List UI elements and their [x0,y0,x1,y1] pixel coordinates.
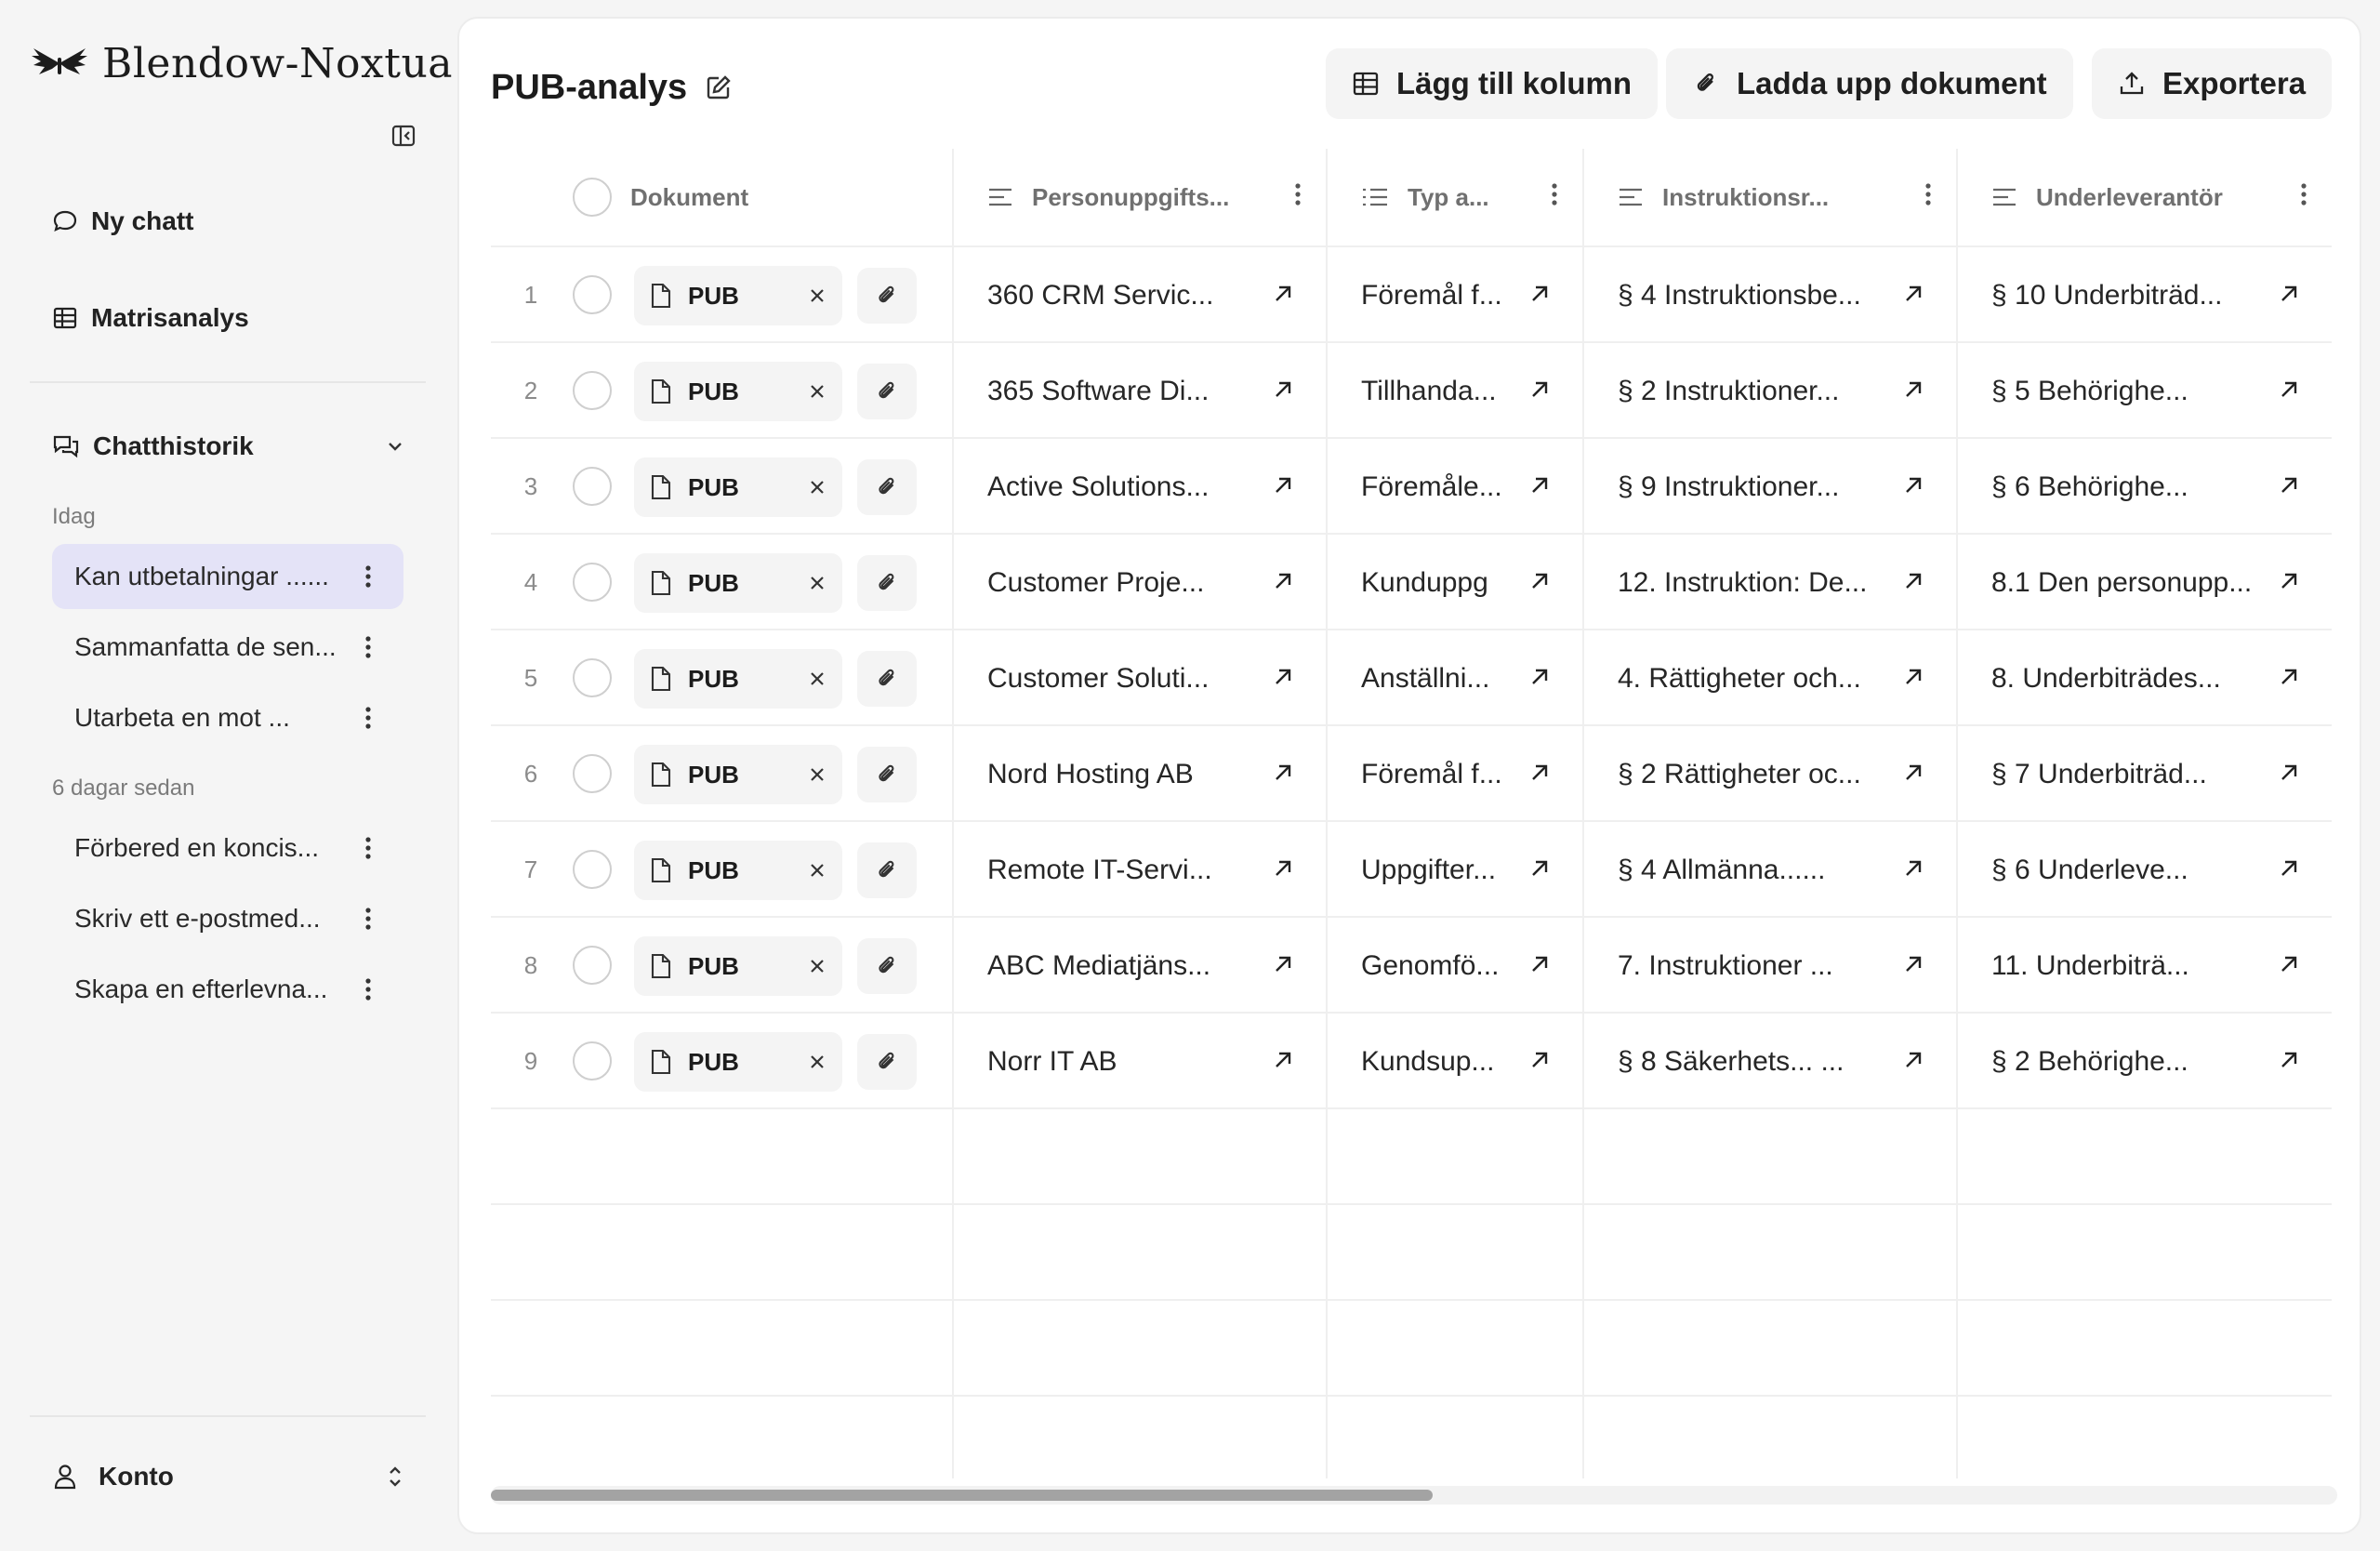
table-row [491,726,2332,822]
cell-text: Active Solutions... [987,471,1210,502]
table-row [491,343,2332,439]
more-vertical-icon[interactable] [350,558,387,595]
butterfly-logo-icon [30,45,89,82]
chat-history-item-label: Utarbeta en mot ... [74,703,290,732]
paperclip-icon [1692,70,1720,98]
arrow-up-right-icon[interactable] [2278,1049,2300,1071]
arrow-up-right-icon[interactable] [2278,570,2300,592]
chat-history-title: Chatthistorik [93,431,254,460]
chat-history-toggle[interactable] [52,426,405,467]
document-name: PUB [688,1047,739,1076]
cell-text: Uppgifter... [1361,854,1497,885]
arrow-up-right-icon[interactable] [1528,857,1551,880]
table-row [491,439,2332,535]
attach-button[interactable] [857,938,917,994]
row-checkbox[interactable] [573,850,612,889]
close-icon[interactable] [809,479,826,496]
chevron-up-down-icon [385,1464,405,1490]
history-group-label: 6 dagar sedan [52,776,195,801]
document-name: PUB [688,855,739,884]
paperclip-icon [874,283,900,309]
row-number: 4 [523,568,538,596]
nav-new-chat[interactable] [52,201,193,242]
chat-history-item[interactable] [52,615,403,680]
table-cell[interactable] [1958,918,2332,1014]
table-cell[interactable] [1328,630,1582,726]
cell-text: Customer Soluti... [987,662,1210,694]
cell-text: 365 Software Di... [987,375,1210,406]
document-name: PUB [688,281,739,310]
cell-text: Kunduppg [1361,566,1488,598]
row-checkbox[interactable] [573,946,612,985]
paperclip-icon [874,857,900,883]
account-label: Konto [99,1462,174,1491]
document-chip[interactable] [634,745,842,804]
document-chip[interactable] [634,553,842,613]
cell-text: § 10 Underbiträd... [1991,279,2223,311]
arrow-up-right-icon[interactable] [1272,953,1294,975]
attach-button[interactable] [857,842,917,898]
arrow-up-right-icon[interactable] [1902,570,1924,592]
table-cell[interactable] [1328,247,1582,343]
column-header-label: Underleverantör [2036,182,2223,211]
attach-button[interactable] [857,268,917,324]
table-cell[interactable] [1958,439,2332,535]
arrow-up-right-icon[interactable] [1902,953,1924,975]
chat-history-item-label: Skapa en efterlevna... [74,974,328,1003]
paperclip-icon [874,1049,900,1075]
table-grid-icon [52,305,78,331]
table-cell[interactable] [954,726,1326,822]
table-cell[interactable] [954,1014,1326,1109]
attach-button[interactable] [857,459,917,515]
cell-text: § 5 Behörighe... [1991,375,2188,406]
table-row [491,247,2332,343]
table-cell[interactable] [954,439,1326,535]
brand-logo[interactable] [30,35,453,91]
cell-text: Customer Proje... [987,566,1205,598]
chat-history-item[interactable] [52,544,403,609]
document-name: PUB [688,951,739,980]
table-cell[interactable] [1584,918,1956,1014]
document-chip[interactable] [634,362,842,421]
table-cell[interactable] [1584,439,1956,535]
table-row [491,822,2332,918]
cell-text: 4. Rättigheter och... [1618,662,1861,694]
chat-history-item-label: Skriv ett e-postmed... [74,904,321,933]
paperclip-icon [874,666,900,692]
arrow-up-right-icon[interactable] [1528,283,1551,305]
cell-text: 7. Instruktioner ... [1618,949,1833,981]
cell-text: § 7 Underbiträd... [1991,758,2207,789]
arrow-up-right-icon[interactable] [1902,378,1924,401]
sidebar-collapse-icon [391,124,416,148]
account-menu[interactable] [52,1451,405,1503]
cell-text: Föremål f... [1361,758,1502,789]
arrow-up-right-icon[interactable] [2278,474,2300,497]
attach-button[interactable] [857,555,917,611]
table-cell[interactable] [1584,247,1956,343]
more-vertical-icon[interactable] [2300,182,2307,206]
more-vertical-icon[interactable] [350,900,387,937]
cell-text: 12. Instruktion: De... [1618,566,1868,598]
row-number: 9 [523,1047,538,1075]
collapse-sidebar-button[interactable] [389,121,418,151]
table-cell[interactable] [954,822,1326,918]
paperclip-icon [874,570,900,596]
document-name: PUB [688,664,739,693]
sidebar [0,0,456,1551]
arrow-up-right-icon[interactable] [1528,570,1551,592]
file-icon [649,378,673,405]
arrow-up-right-icon[interactable] [1528,666,1551,688]
sidebar-divider [30,381,426,383]
chat-history-item-label: Kan utbetalningar ...... [74,562,329,590]
column-header[interactable] [1584,149,1956,245]
document-name: PUB [688,472,739,501]
paperclip-icon [874,474,900,500]
text-lines-icon [1991,186,2017,208]
table-cell[interactable] [1328,726,1582,822]
cell-text: § 2 Rättigheter oc... [1618,758,1861,789]
document-name: PUB [688,568,739,597]
row-checkbox[interactable] [573,754,612,793]
cell-text: § 8 Säkerhets... ... [1618,1045,1844,1077]
document-chip[interactable] [634,841,842,900]
arrow-up-right-icon[interactable] [1272,666,1294,688]
column-header-label: Typ a... [1408,182,1489,211]
table-cell[interactable] [1328,822,1582,918]
column-header[interactable] [954,149,1326,245]
row-divider [491,1395,2332,1397]
nav-matrix-analysis[interactable] [52,298,249,338]
row-number: 6 [523,760,538,788]
arrow-up-right-icon[interactable] [1272,762,1294,784]
cell-text: 360 CRM Servic... [987,279,1214,311]
arrow-up-right-icon[interactable] [2278,283,2300,305]
table-cell[interactable] [1958,535,2332,630]
arrow-up-right-icon[interactable] [1902,666,1924,688]
more-vertical-icon[interactable] [350,971,387,1008]
paperclip-icon [874,953,900,979]
column-header-label: Personuppgifts... [1032,182,1230,211]
table-cell[interactable] [1584,535,1956,630]
row-number: 7 [523,855,538,883]
close-icon[interactable] [809,670,826,687]
cell-text: 8. Underbiträdes... [1991,662,2221,694]
cell-text: § 2 Behörighe... [1991,1045,2188,1077]
close-icon[interactable] [809,766,826,783]
table-row [491,1014,2332,1109]
cell-text: 11. Underbiträ... [1991,949,2189,981]
cell-text: § 9 Instruktioner... [1618,471,1840,502]
column-header-label: Instruktionsr... [1662,182,1830,211]
row-number: 3 [523,472,538,500]
table-cell[interactable] [1328,918,1582,1014]
cell-text: Tillhanda... [1361,375,1497,406]
cell-text: ABC Mediatjäns... [987,949,1211,981]
close-icon[interactable] [809,383,826,400]
table-cell[interactable] [1584,822,1956,918]
file-icon [649,761,673,789]
cell-text: § 4 Instruktionsbe... [1618,279,1861,311]
attach-button[interactable] [857,747,917,802]
close-icon[interactable] [809,287,826,304]
more-vertical-icon[interactable] [1294,182,1302,206]
chat-history-item[interactable] [52,886,403,951]
chat-history-item[interactable] [52,815,403,881]
table-row [491,535,2332,630]
arrow-up-right-icon[interactable] [1272,283,1294,305]
attach-button[interactable] [857,1034,917,1090]
main-panel [457,17,2361,1534]
horizontal-scrollbar[interactable] [491,1486,2337,1505]
add-column-button[interactable] [1326,48,1658,119]
text-lines-icon [1618,186,1644,208]
chat-history-item[interactable] [52,957,403,1022]
cell-text: Norr IT AB [987,1045,1117,1077]
row-checkbox[interactable] [573,371,612,410]
arrow-up-right-icon[interactable] [1902,857,1924,880]
table-cell[interactable] [954,535,1326,630]
arrow-up-right-icon[interactable] [1272,570,1294,592]
cell-text: Anställni... [1361,662,1490,694]
row-checkbox[interactable] [573,275,612,314]
document-chip[interactable] [634,457,842,517]
close-icon[interactable] [809,575,826,591]
table-cell[interactable] [1584,630,1956,726]
row-number: 2 [523,377,538,404]
arrow-up-right-icon[interactable] [1528,762,1551,784]
cell-text: § 4 Allmänna...... [1618,854,1826,885]
export-label: Exportera [2162,66,2307,100]
list-icon [1361,186,1389,208]
column-header[interactable] [1958,149,2332,245]
nav-new-chat-label: Ny chatt [91,206,194,235]
cell-text: Föremåle... [1361,471,1502,502]
more-vertical-icon[interactable] [1551,182,1558,206]
nav-matrix-analysis-label: Matrisanalys [91,303,249,332]
table-cell[interactable] [954,630,1326,726]
row-number: 1 [523,281,538,309]
sidebar-divider [30,1415,426,1417]
row-checkbox[interactable] [573,467,612,506]
page-title-bar [491,60,734,115]
arrow-up-right-icon[interactable] [1902,762,1924,784]
file-icon [649,473,673,501]
cell-text: § 6 Behörighe... [1991,471,2188,502]
chat-bubble-icon [52,208,78,234]
column-header-label: Dokument [630,182,749,211]
arrow-up-right-icon[interactable] [1902,1049,1924,1071]
arrow-up-right-icon[interactable] [2278,666,2300,688]
more-vertical-icon[interactable] [350,699,387,736]
attach-button[interactable] [857,364,917,419]
scrollbar-thumb[interactable] [491,1490,1433,1501]
table-cell[interactable] [1328,439,1582,535]
page-title: PUB-analys [491,67,688,107]
table-cell[interactable] [1584,1014,1956,1109]
table-cell[interactable] [954,343,1326,439]
upload-arrow-icon [2118,70,2146,98]
document-name: PUB [688,760,739,789]
table-cell[interactable] [1958,822,2332,918]
table-row [491,630,2332,726]
table-cell[interactable] [1328,535,1582,630]
arrow-up-right-icon[interactable] [2278,953,2300,975]
export-button[interactable] [2092,48,2332,119]
cell-text: § 6 Underleve... [1991,854,2188,885]
text-lines-icon [987,186,1013,208]
brand-name: Blendow-Noxtua [102,39,454,87]
close-icon[interactable] [809,862,826,879]
chevron-down-icon [385,436,405,457]
document-chip[interactable] [634,649,842,709]
attach-button[interactable] [857,651,917,707]
table-cell[interactable] [954,247,1326,343]
arrow-up-right-icon[interactable] [2278,857,2300,880]
file-icon [649,952,673,980]
cell-text: Kundsup... [1361,1045,1495,1077]
arrow-up-right-icon[interactable] [2278,378,2300,401]
cell-text: Nord Hosting AB [987,758,1194,789]
file-icon [649,856,673,884]
chat-history-item-label: Sammanfatta de sen... [74,632,337,661]
arrow-up-right-icon[interactable] [1272,1049,1294,1071]
paperclip-icon [874,378,900,404]
row-checkbox[interactable] [573,658,612,697]
history-group-label: Idag [52,504,96,529]
table-cell[interactable] [1958,247,2332,343]
table-row [491,918,2332,1014]
edit-pencil-icon[interactable] [704,73,734,102]
cell-text: Föremål f... [1361,279,1502,311]
cell-text: 8.1 Den personupp... [1991,566,2253,598]
chat-history-icon [52,433,80,459]
table-cell[interactable] [1584,726,1956,822]
arrow-up-right-icon[interactable] [1528,378,1551,401]
file-icon [649,282,673,310]
table-cell[interactable] [1328,343,1582,439]
table-cell[interactable] [1958,343,2332,439]
arrow-up-right-icon[interactable] [1528,474,1551,497]
table-cell[interactable] [1584,343,1956,439]
document-chip[interactable] [634,1032,842,1092]
row-number: 8 [523,951,538,979]
arrow-up-right-icon[interactable] [1902,283,1924,305]
row-divider [491,1299,2332,1301]
row-checkbox[interactable] [573,1041,612,1080]
more-vertical-icon[interactable] [1924,182,1932,206]
column-header[interactable] [1328,149,1582,245]
arrow-up-right-icon[interactable] [1272,474,1294,497]
row-divider [491,1203,2332,1205]
document-chip[interactable] [634,936,842,996]
user-icon [52,1463,78,1491]
chat-history-item[interactable] [52,685,403,750]
more-vertical-icon[interactable] [350,629,387,666]
chat-history-item-label: Förbered en koncis... [74,833,320,862]
upload-document-button[interactable] [1666,48,2073,119]
close-icon[interactable] [809,958,826,974]
table-grid-icon [1352,70,1380,98]
arrow-up-right-icon[interactable] [1272,378,1294,401]
cell-text: Remote IT-Servi... [987,854,1212,885]
arrow-up-right-icon[interactable] [2278,762,2300,784]
arrow-up-right-icon[interactable] [1528,1049,1551,1071]
close-icon[interactable] [809,1054,826,1070]
table-cell[interactable] [1958,1014,2332,1109]
row-checkbox[interactable] [573,563,612,602]
table-cell[interactable] [1328,1014,1582,1109]
file-icon [649,1048,673,1076]
select-all-checkbox[interactable] [573,178,612,217]
column-header-document [573,149,952,245]
arrow-up-right-icon[interactable] [1272,857,1294,880]
table-cell[interactable] [1958,726,2332,822]
more-vertical-icon[interactable] [350,829,387,867]
file-icon [649,665,673,693]
add-column-label: Lägg till kolumn [1396,66,1632,100]
file-icon [649,569,673,597]
row-number: 5 [523,664,538,692]
paperclip-icon [874,762,900,788]
table-cell[interactable] [954,918,1326,1014]
upload-document-label: Ladda upp dokument [1737,66,2047,100]
document-name: PUB [688,377,739,405]
cell-text: § 2 Instruktioner... [1618,375,1840,406]
table-cell[interactable] [1958,630,2332,726]
cell-text: Genomfö... [1361,949,1500,981]
document-chip[interactable] [634,266,842,325]
arrow-up-right-icon[interactable] [1902,474,1924,497]
arrow-up-right-icon[interactable] [1528,953,1551,975]
matrix-table [491,149,2332,1478]
